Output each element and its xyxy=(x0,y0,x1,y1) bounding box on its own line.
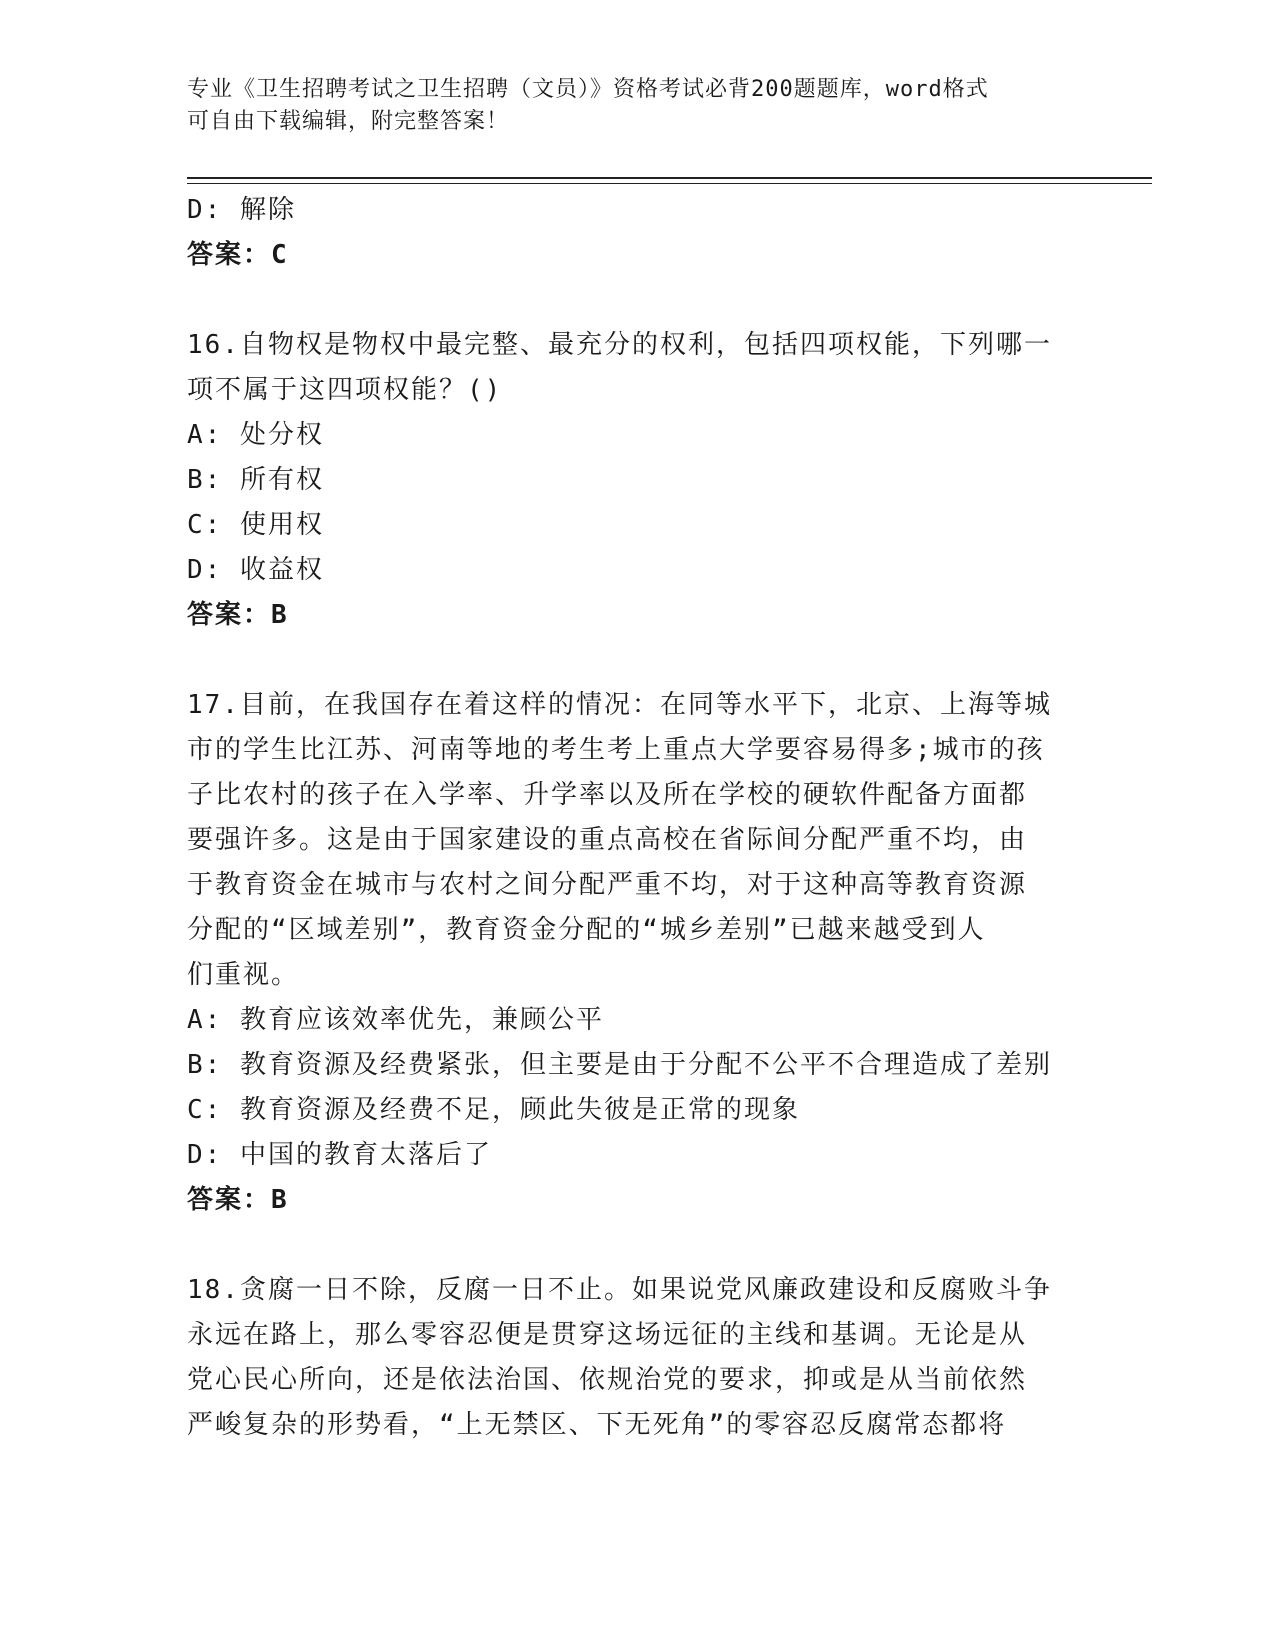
header-line-1: 专业《卫生招聘考试之卫生招聘（文员）》资格考试必背200题题库，word格式 xyxy=(187,77,989,102)
question-16 xyxy=(187,323,1087,638)
option-a: A: 处分权 xyxy=(187,420,324,450)
question-stem-line: 于教育资金在城市与农村之间分配严重不均，对于这种高等教育资源 xyxy=(187,870,1028,900)
option-d: D: 解除 xyxy=(187,195,296,225)
question-stem-line: 市的学生比江苏、河南等地的考生考上重点大学要容易得多;城市的孩 xyxy=(187,735,1045,765)
spacer xyxy=(187,1223,1087,1268)
option-d: D: 收益权 xyxy=(187,555,324,585)
option-b: B: 教育资源及经费紧张，但主要是由于分配不公平不合理造成了差别 xyxy=(187,1050,1052,1080)
answer: 答案：C xyxy=(187,240,289,270)
question-stem-line: 分配的“区域差别”，教育资金分配的“城乡差别”已越来越受到人 xyxy=(187,915,986,945)
question-stem-line: 17.目前，在我国存在着这样的情况：在同等水平下，北京、上海等城 xyxy=(187,690,1052,720)
question-stem-line: 们重视。 xyxy=(187,960,300,990)
header-line-2: 可自由下载编辑，附完整答案！ xyxy=(187,109,510,134)
question-18 xyxy=(187,1268,1087,1448)
option-d: D: 中国的教育太落后了 xyxy=(187,1140,492,1170)
question-stem-line: 18.贪腐一日不除，反腐一日不止。如果说党风廉政建设和反腐败斗争 xyxy=(187,1275,1052,1305)
question-stem-line: 党心民心所向，还是依法治国、依规治党的要求，抑或是从当前依然 xyxy=(187,1365,1028,1395)
option-b: B: 所有权 xyxy=(187,465,324,495)
spacer xyxy=(187,638,1087,683)
page-header xyxy=(187,74,1077,138)
answer: 答案：B xyxy=(187,600,289,630)
option-a: A: 教育应该效率优先，兼顾公平 xyxy=(187,1005,604,1035)
header-divider-thin xyxy=(187,183,1152,184)
answer: 答案：B xyxy=(187,1185,289,1215)
option-c: C: 使用权 xyxy=(187,510,324,540)
question-stem-line: 16.自物权是物权中最完整、最充分的权利，包括四项权能，下列哪一 xyxy=(187,330,1052,360)
option-c: C: 教育资源及经费不足，顾此失彼是正常的现象 xyxy=(187,1095,800,1125)
spacer xyxy=(187,278,1087,323)
document-body xyxy=(187,188,1087,1448)
question-15-tail xyxy=(187,188,1087,278)
question-stem-line: 子比农村的孩子在入学率、升学率以及所在学校的硬软件配备方面都 xyxy=(187,780,1028,810)
question-stem-line: 项不属于这四项权能？() xyxy=(187,375,503,405)
header-divider-thick xyxy=(187,177,1152,179)
question-17 xyxy=(187,683,1087,1223)
question-stem-line: 永远在路上，那么零容忍便是贯穿这场远征的主线和基调。无论是从 xyxy=(187,1320,1028,1350)
question-stem-line: 要强许多。这是由于国家建设的重点高校在省际间分配严重不均，由 xyxy=(187,825,1028,855)
question-stem-line: 严峻复杂的形势看，“上无禁区、下无死角”的零容忍反腐常态都将 xyxy=(187,1410,1007,1440)
